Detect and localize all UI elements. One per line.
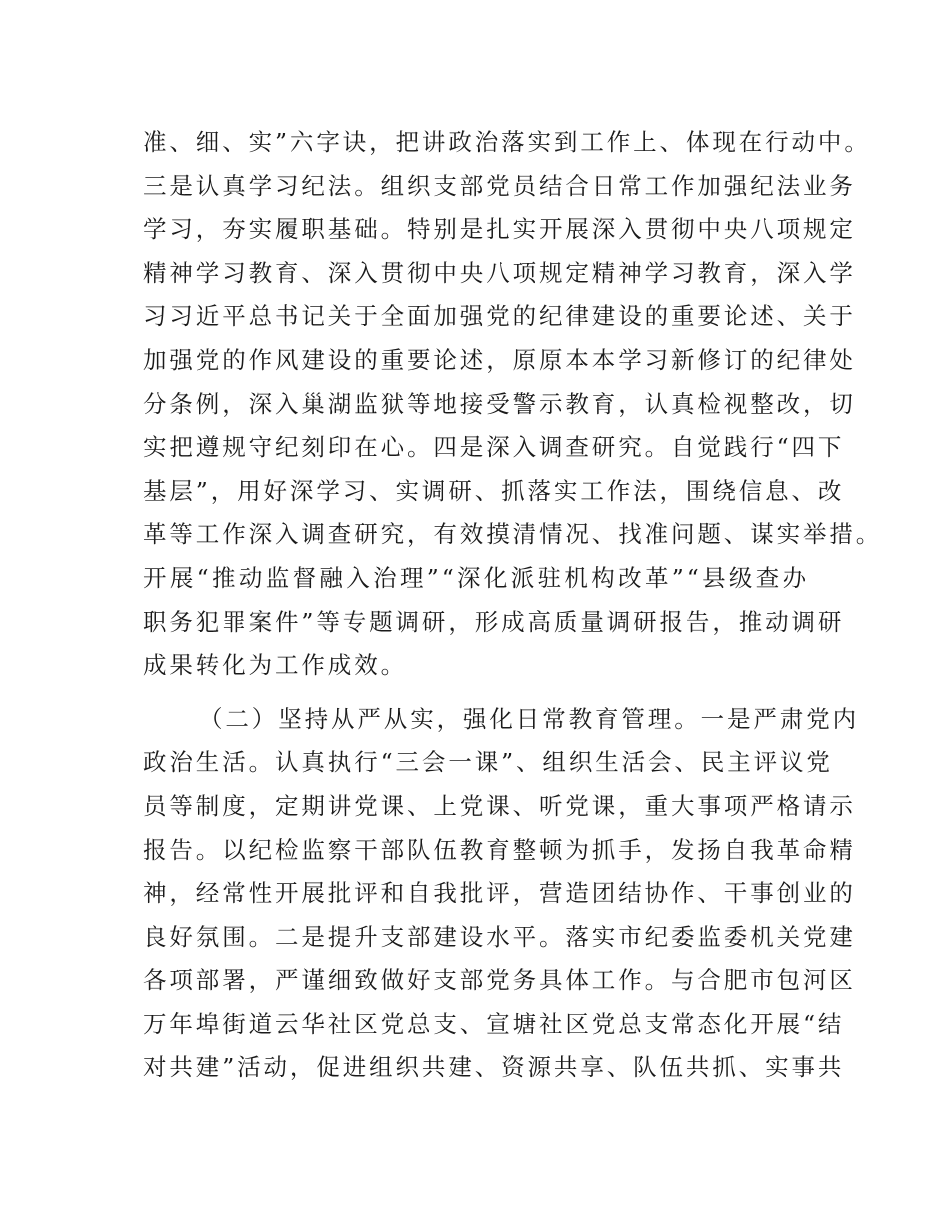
section-heading-line: （二）坚持从严从实，强化日常教育管理。一是严肃党内 bbox=[199, 704, 859, 733]
paragraph-2 bbox=[143, 698, 859, 1090]
text-line: 学习，夯实履职基础。特别是扎实开展深入贯彻中央八项规定 bbox=[143, 215, 856, 244]
text-line: 三是认真学习纪法。组织支部党员结合日常工作加强纪法业务 bbox=[143, 171, 856, 200]
text-line: 革等工作深入调查研究，有效摸清情况、找准问题、谋实举措。 bbox=[143, 520, 883, 549]
text-line: 精神学习教育、深入贯彻中央八项规定精神学习教育，深入学 bbox=[143, 258, 856, 287]
text-line: 实把遵规守纪刻印在心。四是深入调查研究。自觉践行“四下 bbox=[143, 433, 845, 462]
text-line: 良好氛围。二是提升支部建设水平。落实市纪委监委机关党建 bbox=[143, 922, 856, 951]
text-line: 对共建”活动，促进组织共建、资源共享、队伍共抓、实事共 bbox=[143, 1053, 845, 1082]
text-line: 政治生活。认真执行“三会一课”、组织生活会、民主评议党 bbox=[143, 748, 833, 777]
text-line: 基层”，用好深学习、实调研、抓落实工作法，围绕信息、改 bbox=[143, 476, 845, 505]
document-body bbox=[143, 121, 883, 1090]
text-line: 神，经常性开展批评和自我批评，营造团结协作、干事创业的 bbox=[143, 879, 856, 908]
text-line: 职务犯罪案件”等专题调研，形成高质量调研报告，推动调研 bbox=[143, 607, 845, 636]
text-line: 报告。以纪检监察干部队伍教育整顿为抓手，发扬自我革命精 bbox=[143, 835, 856, 864]
text-line: 加强党的作风建设的重要论述，原原本本学习新修订的纪律处 bbox=[143, 345, 856, 374]
text-line: 各项部署，严谨细致做好支部党务具体工作。与合肥市包河区 bbox=[143, 966, 856, 995]
text-line: 习习近平总书记关于全面加强党的纪律建设的重要论述、关于 bbox=[143, 302, 856, 331]
text-line: 成果转化为工作成效。 bbox=[143, 651, 407, 680]
text-line: 万年埠街道云华社区党总支、宣塘社区党总支常态化开展“结 bbox=[143, 1009, 845, 1038]
text-line: 员等制度，定期讲党课、上党课、听党课，重大事项严格请示 bbox=[143, 791, 856, 820]
text-line: 开展“推动监督融入治理”“深化派驻机构改革”“县级查办 bbox=[143, 563, 809, 592]
paragraph-1 bbox=[143, 121, 883, 688]
text-line: 准、细、实”六字诀，把讲政治落实到工作上、体现在行动中。 bbox=[143, 128, 871, 156]
text-line: 分条例，深入巢湖监狱等地接受警示教育，认真检视整改，切 bbox=[143, 389, 856, 418]
